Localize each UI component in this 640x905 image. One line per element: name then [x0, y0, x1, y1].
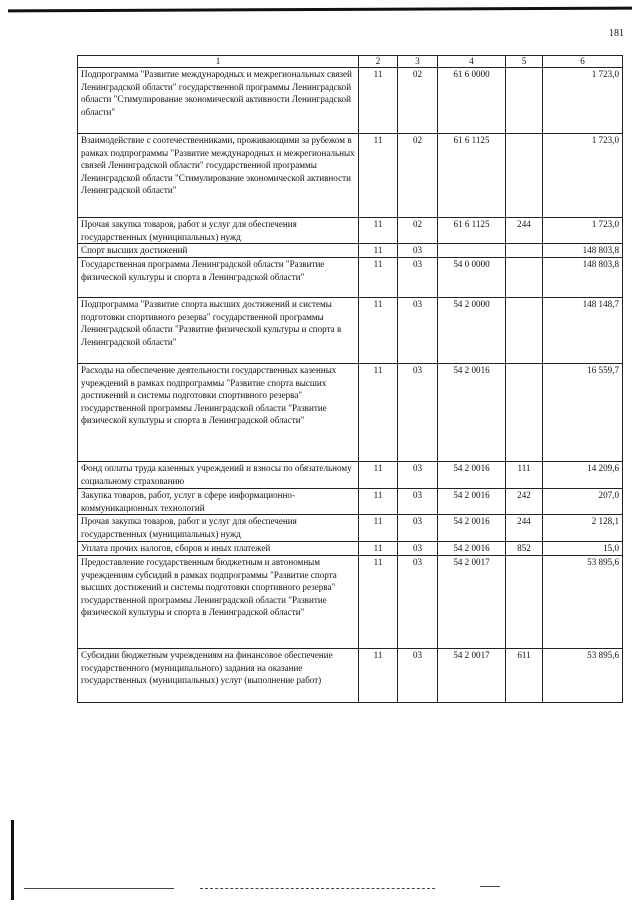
row-expense-type-cell: 244: [506, 515, 543, 542]
row-name-cell: Закупка товаров, работ, услуг в сфере информационно-коммуникационных технологий: [78, 489, 359, 515]
column-header: 1: [78, 56, 359, 68]
row-name-cell: Субсидии бюджетным учреждениям на финансовое обеспечение государственного (муниципального) задания на оказание государственных (муниципальных) услуг (выполнение работ): [78, 649, 359, 703]
row-amount-cell: 53 895,6: [543, 649, 623, 703]
row-amount-cell: 15,0: [543, 542, 623, 556]
row-amount-cell: 1 723,0: [543, 134, 623, 218]
table-row: [78, 298, 623, 364]
row-section-cell: 11: [359, 462, 398, 489]
scan-line: [480, 886, 500, 887]
row-target-article-cell: 61 6 0000: [438, 68, 506, 134]
table-row: [78, 515, 623, 542]
row-section-cell: 11: [359, 364, 398, 462]
row-expense-type-cell: [506, 134, 543, 218]
row-target-article-cell: 54 2 0016: [438, 542, 506, 556]
row-subsection-cell: 03: [398, 364, 438, 462]
table-row: [78, 258, 623, 298]
row-expense-type-cell: [506, 364, 543, 462]
row-target-article-cell: 54 0 0000: [438, 258, 506, 298]
row-section-cell: 11: [359, 542, 398, 556]
scan-margin-bar: [11, 820, 14, 900]
row-target-article-cell: 54 2 0016: [438, 489, 506, 515]
row-amount-cell: 148 148,7: [543, 298, 623, 364]
row-expense-type-cell: [506, 556, 543, 649]
row-subsection-cell: 03: [398, 258, 438, 298]
row-name-cell: Подпрограмма "Развитие международных и межрегиональных связей Ленинградской области" государственной программы Ленинградской области "Стимулирование экономической активности Ленинградской области": [78, 68, 359, 134]
row-name-cell: Спорт высших достижений: [78, 244, 359, 258]
budget-table: [77, 55, 623, 703]
table-header-row: [78, 56, 623, 68]
row-amount-cell: 14 209,6: [543, 462, 623, 489]
row-subsection-cell: 02: [398, 218, 438, 244]
row-section-cell: 11: [359, 258, 398, 298]
row-subsection-cell: 03: [398, 244, 438, 258]
row-name-cell: Прочая закупка товаров, работ и услуг для обеспечения государственных (муниципальных) нужд: [78, 218, 359, 244]
row-expense-type-cell: 242: [506, 489, 543, 515]
row-target-article-cell: 54 2 0016: [438, 462, 506, 489]
row-expense-type-cell: 852: [506, 542, 543, 556]
column-header: 4: [438, 56, 506, 68]
row-subsection-cell: 03: [398, 298, 438, 364]
row-expense-type-cell: 611: [506, 649, 543, 703]
top-border-line: [8, 7, 632, 13]
row-name-cell: Взаимодействие с соотечественниками, проживающими за рубежом в рамках подпрограммы "Развитие международных и межрегиональных связей Ленинградской области" государственной программы Ленинградской области "Стимулирование экономической активности Ленинградской области": [78, 134, 359, 218]
scan-line: [200, 888, 435, 889]
row-section-cell: 11: [359, 556, 398, 649]
table-row: [78, 556, 623, 649]
row-section-cell: 11: [359, 649, 398, 703]
row-amount-cell: 2 128,1: [543, 515, 623, 542]
row-name-cell: Фонд оплаты труда казенных учреждений и взносы по обязательному социальному страхованию: [78, 462, 359, 489]
row-amount-cell: 16 559,7: [543, 364, 623, 462]
row-subsection-cell: 03: [398, 462, 438, 489]
row-name-cell: Предоставление государственным бюджетным и автономным учреждениям субсидий в рамках подпрограммы "Развитие спорта высших достижений и системы подготовки спортивного резерва" государственной программы Ленинградской области "Развитие физической культуры и спорта в Ленинградской области": [78, 556, 359, 649]
table-row: [78, 244, 623, 258]
row-section-cell: 11: [359, 244, 398, 258]
row-amount-cell: 53 895,6: [543, 556, 623, 649]
row-target-article-cell: 54 2 0000: [438, 298, 506, 364]
row-target-article-cell: 61 6 1125: [438, 218, 506, 244]
row-expense-type-cell: 244: [506, 218, 543, 244]
row-subsection-cell: 03: [398, 489, 438, 515]
row-section-cell: 11: [359, 218, 398, 244]
row-expense-type-cell: 111: [506, 462, 543, 489]
table-row: [78, 542, 623, 556]
row-subsection-cell: 03: [398, 649, 438, 703]
column-header: 2: [359, 56, 398, 68]
scan-line: [24, 888, 174, 889]
row-expense-type-cell: [506, 68, 543, 134]
table-row: [78, 218, 623, 244]
row-target-article-cell: 54 2 0016: [438, 515, 506, 542]
row-name-cell: Расходы на обеспечение деятельности государственных казенных учреждений в рамках подпрограммы "Развитие спорта высших достижений и системы подготовки спортивного резерва" государственной программы Ленинградской области "Развитие физической культуры и спорта в Ленинградской области": [78, 364, 359, 462]
row-subsection-cell: 03: [398, 556, 438, 649]
row-subsection-cell: 02: [398, 134, 438, 218]
table-row: [78, 364, 623, 462]
table-row: [78, 489, 623, 515]
row-target-article-cell: 54 2 0016: [438, 364, 506, 462]
column-header: 5: [506, 56, 543, 68]
row-target-article-cell: 61 6 1125: [438, 134, 506, 218]
row-section-cell: 11: [359, 134, 398, 218]
row-target-article-cell: 54 2 0017: [438, 649, 506, 703]
row-name-cell: Прочая закупка товаров, работ и услуг для обеспечения государственных (муниципальных) нужд: [78, 515, 359, 542]
row-section-cell: 11: [359, 489, 398, 515]
row-name-cell: Подпрограмма "Развитие спорта высших достижений и системы подготовки спортивного резерва" государственной программы Ленинградской области "Развитие физической культуры и спорта в Ленинградской области": [78, 298, 359, 364]
page-number: 181: [609, 28, 624, 39]
row-target-article-cell: [438, 244, 506, 258]
row-subsection-cell: 03: [398, 515, 438, 542]
row-amount-cell: 1 723,0: [543, 68, 623, 134]
column-header: 3: [398, 56, 438, 68]
row-subsection-cell: 02: [398, 68, 438, 134]
row-subsection-cell: 03: [398, 542, 438, 556]
row-expense-type-cell: [506, 298, 543, 364]
row-amount-cell: 1 723,0: [543, 218, 623, 244]
row-section-cell: 11: [359, 68, 398, 134]
table-row: [78, 649, 623, 703]
column-header: 6: [543, 56, 623, 68]
row-amount-cell: 148 803,8: [543, 258, 623, 298]
table-row: [78, 134, 623, 218]
row-target-article-cell: 54 2 0017: [438, 556, 506, 649]
row-amount-cell: 148 803,8: [543, 244, 623, 258]
row-expense-type-cell: [506, 258, 543, 298]
row-expense-type-cell: [506, 244, 543, 258]
table-row: [78, 462, 623, 489]
row-amount-cell: 207,0: [543, 489, 623, 515]
row-name-cell: Государственная программа Ленинградской области "Развитие физической культуры и спорта в Ленинградской области": [78, 258, 359, 298]
row-name-cell: Уплата прочих налогов, сборов и иных платежей: [78, 542, 359, 556]
row-section-cell: 11: [359, 515, 398, 542]
row-section-cell: 11: [359, 298, 398, 364]
table-row: [78, 68, 623, 134]
